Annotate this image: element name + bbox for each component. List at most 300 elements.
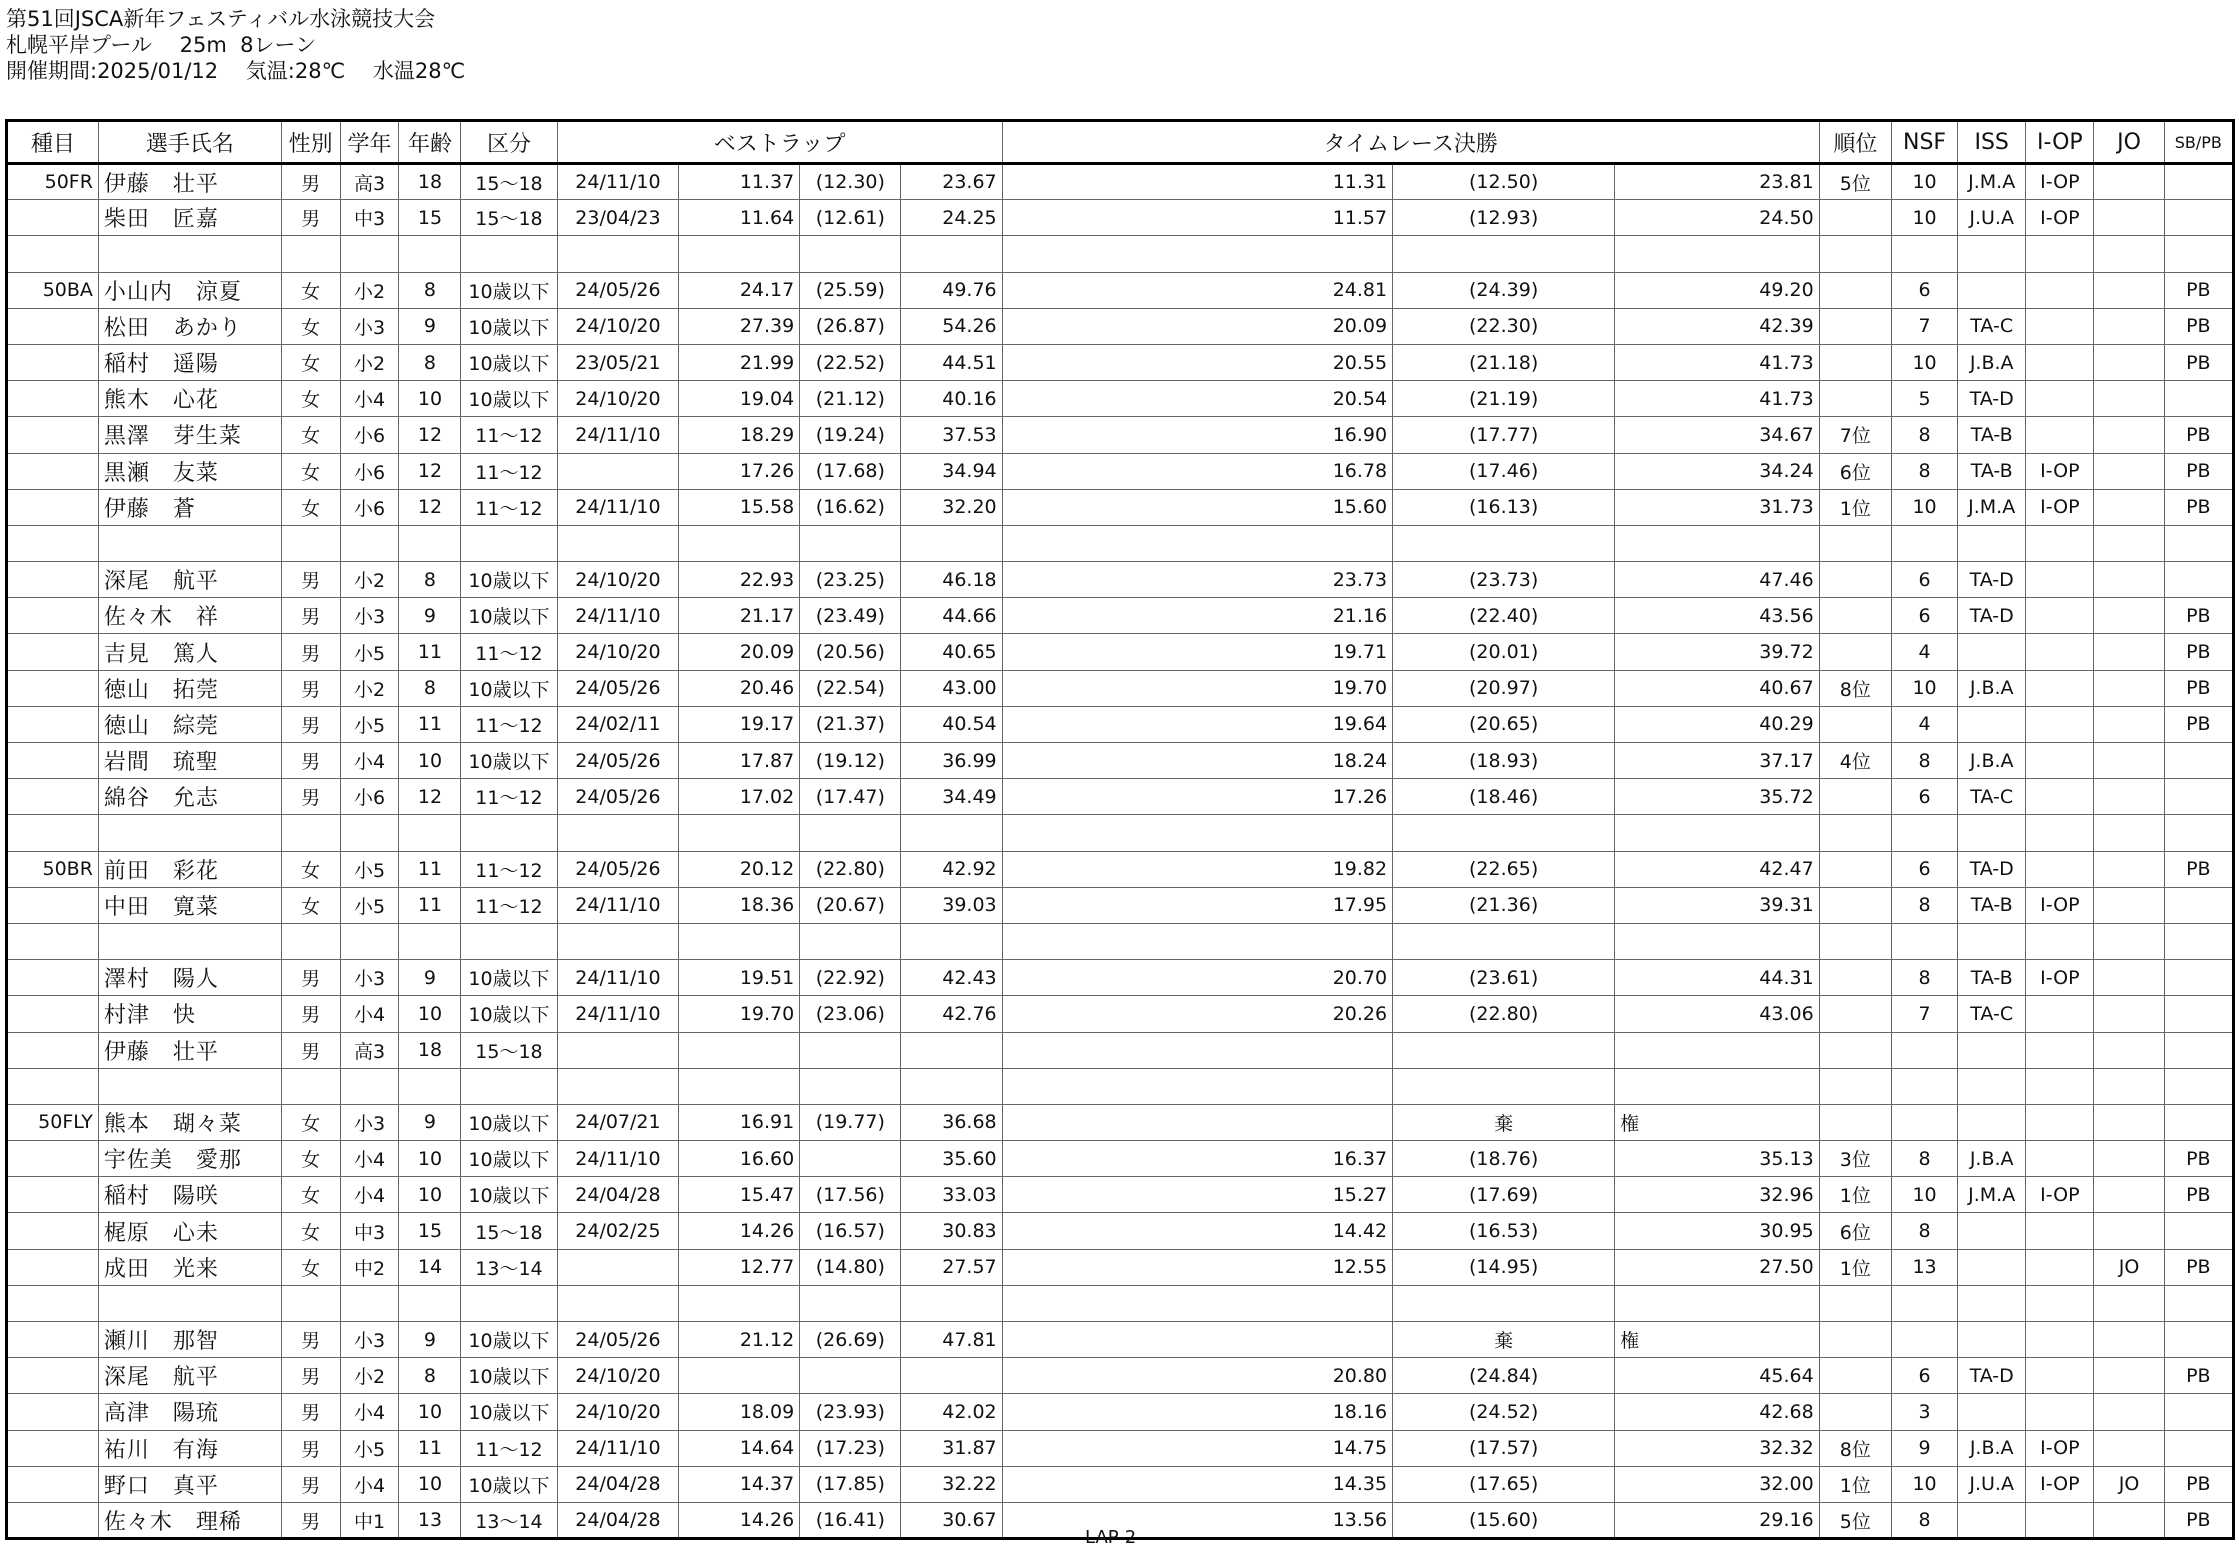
final-lap-cell: (22.40)	[1393, 598, 1615, 634]
final-lap-cell: (21.36)	[1393, 887, 1615, 923]
category-cell: 10歳以下	[461, 344, 557, 380]
event-cell: 50BR	[7, 851, 99, 887]
best-lap-cell	[800, 525, 901, 561]
final-lap-cell: (17.46)	[1393, 453, 1615, 489]
sex-cell: 女	[281, 308, 340, 344]
sex-cell: 女	[281, 417, 340, 453]
best-date-cell: 24/11/10	[557, 598, 679, 634]
final-split-cell: 23.73	[1002, 562, 1392, 598]
jo-cell	[2094, 887, 2164, 923]
table-row	[7, 851, 2234, 887]
date-line: 開催期間:2025/01/12 気温:28℃ 水温28℃	[6, 59, 466, 83]
event-cell	[7, 1502, 99, 1538]
age-cell	[399, 815, 461, 851]
nsf-cell: 10	[1892, 200, 1958, 236]
age-cell: 14	[399, 1249, 461, 1285]
best-date-cell: 24/04/28	[557, 1466, 679, 1502]
sbpb-cell	[2164, 887, 2233, 923]
rank-cell: 5位	[1819, 1502, 1891, 1538]
best-time-cell: 23.67	[901, 164, 1002, 200]
iop-cell: I-OP	[2026, 1430, 2094, 1466]
best-time-cell: 37.53	[901, 417, 1002, 453]
best-split-cell: 14.26	[679, 1502, 800, 1538]
iop-cell	[2026, 851, 2094, 887]
event-cell	[7, 1394, 99, 1430]
category-cell: 10歳以下	[461, 960, 557, 996]
final-lap-cell	[1393, 236, 1615, 272]
sbpb-cell	[2164, 996, 2233, 1032]
age-cell: 18	[399, 1032, 461, 1068]
best-lap-cell: (26.69)	[800, 1322, 901, 1358]
sbpb-cell: PB	[2164, 706, 2233, 742]
event-cell	[7, 1322, 99, 1358]
final-lap-cell: (24.84)	[1393, 1358, 1615, 1394]
best-split-cell: 22.93	[679, 562, 800, 598]
final-split-cell: 19.64	[1002, 706, 1392, 742]
grade-cell: 小6	[340, 453, 399, 489]
swimmer-name-cell: 小山内 涼夏	[98, 272, 281, 308]
table-row	[7, 525, 2234, 561]
header-event: 種目	[7, 121, 99, 164]
category-cell: 11～12	[461, 453, 557, 489]
iss-cell: TA-B	[1958, 417, 2026, 453]
iop-cell	[2026, 1104, 2094, 1140]
final-lap-cell: (17.69)	[1393, 1177, 1615, 1213]
final-lap-cell: (14.95)	[1393, 1249, 1615, 1285]
jo-cell	[2094, 164, 2164, 200]
age-cell	[399, 525, 461, 561]
iop-cell	[2026, 634, 2094, 670]
rank-cell	[1819, 887, 1891, 923]
sbpb-cell: PB	[2164, 1177, 2233, 1213]
sex-cell: 女	[281, 489, 340, 525]
iss-cell: TA-D	[1958, 381, 2026, 417]
category-cell	[461, 1285, 557, 1321]
grade-cell: 小3	[340, 960, 399, 996]
iop-cell	[2026, 996, 2094, 1032]
event-cell	[7, 1032, 99, 1068]
rank-cell	[1819, 996, 1891, 1032]
iss-cell	[1958, 1213, 2026, 1249]
best-lap-cell: (17.56)	[800, 1177, 901, 1213]
rank-cell	[1819, 1358, 1891, 1394]
nsf-cell: 10	[1892, 1177, 1958, 1213]
grade-cell: 小6	[340, 779, 399, 815]
final-split-cell: 18.16	[1002, 1394, 1392, 1430]
rank-cell	[1819, 1285, 1891, 1321]
rank-cell: 8位	[1819, 670, 1891, 706]
sex-cell: 男	[281, 1394, 340, 1430]
best-time-cell: 35.60	[901, 1141, 1002, 1177]
final-lap-cell: (18.76)	[1393, 1141, 1615, 1177]
best-lap-cell: (21.37)	[800, 706, 901, 742]
sbpb-cell	[2164, 1104, 2233, 1140]
age-cell: 10	[399, 1177, 461, 1213]
iss-cell: J.B.A	[1958, 344, 2026, 380]
category-cell: 10歳以下	[461, 996, 557, 1032]
final-split-cell: 20.70	[1002, 960, 1392, 996]
nsf-cell: 10	[1892, 344, 1958, 380]
best-split-cell	[679, 236, 800, 272]
category-cell: 13～14	[461, 1502, 557, 1538]
final-time-cell: 40.29	[1615, 706, 1820, 742]
iop-cell	[2026, 923, 2094, 959]
swimmer-name-cell: 稲村 遥陽	[98, 344, 281, 380]
final-time-cell: 32.00	[1615, 1466, 1820, 1502]
jo-cell	[2094, 308, 2164, 344]
category-cell: 11～12	[461, 706, 557, 742]
final-split-cell: 16.78	[1002, 453, 1392, 489]
sbpb-cell: PB	[2164, 1502, 2233, 1538]
best-time-cell: 42.43	[901, 960, 1002, 996]
best-split-cell: 11.37	[679, 164, 800, 200]
best-date-cell: 24/05/26	[557, 743, 679, 779]
sbpb-cell	[2164, 236, 2233, 272]
best-lap-cell: (20.56)	[800, 634, 901, 670]
event-cell	[7, 923, 99, 959]
nsf-cell	[1892, 1104, 1958, 1140]
table-row	[7, 1322, 2234, 1358]
sex-cell: 男	[281, 598, 340, 634]
sex-cell	[281, 1285, 340, 1321]
category-cell: 10歳以下	[461, 1322, 557, 1358]
age-cell: 9	[399, 960, 461, 996]
nsf-cell: 3	[1892, 1394, 1958, 1430]
table-row	[7, 706, 2234, 742]
sbpb-cell	[2164, 779, 2233, 815]
age-cell: 8	[399, 562, 461, 598]
final-lap-cell: (24.39)	[1393, 272, 1615, 308]
final-split-cell: 17.26	[1002, 779, 1392, 815]
sbpb-cell	[2164, 1430, 2233, 1466]
sbpb-cell: PB	[2164, 308, 2233, 344]
sex-cell: 男	[281, 1430, 340, 1466]
grade-cell: 小3	[340, 1104, 399, 1140]
iss-cell: J.M.A	[1958, 164, 2026, 200]
grade-cell: 小3	[340, 1322, 399, 1358]
sex-cell: 男	[281, 200, 340, 236]
grade-cell: 小5	[340, 887, 399, 923]
best-time-cell: 43.00	[901, 670, 1002, 706]
final-lap-cell: (20.01)	[1393, 634, 1615, 670]
sex-cell: 男	[281, 960, 340, 996]
best-split-cell	[679, 923, 800, 959]
swimmer-name-cell: 伊藤 蒼	[98, 489, 281, 525]
nsf-cell	[1892, 1322, 1958, 1358]
sbpb-cell	[2164, 1068, 2233, 1104]
event-cell	[7, 815, 99, 851]
grade-cell: 中2	[340, 1249, 399, 1285]
best-date-cell	[557, 815, 679, 851]
swimmer-name-cell: 徳山 拓莞	[98, 670, 281, 706]
final-time-cell: 43.06	[1615, 996, 1820, 1032]
final-split-cell: 19.70	[1002, 670, 1392, 706]
table-row	[7, 1466, 2234, 1502]
table-row	[7, 344, 2234, 380]
nsf-cell: 6	[1892, 1358, 1958, 1394]
best-split-cell	[679, 1068, 800, 1104]
nsf-cell: 10	[1892, 670, 1958, 706]
event-cell	[7, 308, 99, 344]
sbpb-cell	[2164, 1285, 2233, 1321]
iop-cell	[2026, 706, 2094, 742]
best-lap-cell	[800, 815, 901, 851]
best-date-cell	[557, 453, 679, 489]
sex-cell	[281, 1068, 340, 1104]
jo-cell	[2094, 1394, 2164, 1430]
nsf-cell: 6	[1892, 851, 1958, 887]
category-cell: 15～18	[461, 1213, 557, 1249]
table-row	[7, 562, 2234, 598]
header-final: タイムレース決勝	[1002, 121, 1819, 164]
final-lap-cell	[1393, 1068, 1615, 1104]
iop-cell	[2026, 381, 2094, 417]
sex-cell: 男	[281, 996, 340, 1032]
final-split-cell: 13.56	[1002, 1502, 1392, 1538]
table-header	[7, 121, 2234, 164]
rank-cell	[1819, 562, 1891, 598]
final-time-cell: 31.73	[1615, 489, 1820, 525]
final-time-cell: 29.16	[1615, 1502, 1820, 1538]
nsf-cell: 10	[1892, 164, 1958, 200]
final-split-cell: 20.55	[1002, 344, 1392, 380]
final-split-cell	[1002, 1322, 1392, 1358]
best-date-cell	[557, 236, 679, 272]
grade-cell: 小3	[340, 308, 399, 344]
best-date-cell: 24/02/25	[557, 1213, 679, 1249]
jo-cell	[2094, 851, 2164, 887]
age-cell: 8	[399, 272, 461, 308]
swimmer-name-cell: 中田 寛菜	[98, 887, 281, 923]
best-time-cell: 44.51	[901, 344, 1002, 380]
final-time-cell: 32.96	[1615, 1177, 1820, 1213]
best-lap-cell: (23.25)	[800, 562, 901, 598]
rank-cell	[1819, 851, 1891, 887]
sex-cell	[281, 236, 340, 272]
sbpb-cell	[2164, 381, 2233, 417]
grade-cell: 小4	[340, 1466, 399, 1502]
iss-cell: J.M.A	[1958, 1177, 2026, 1213]
category-cell: 11～12	[461, 1430, 557, 1466]
swimmer-name-cell: 祐川 有海	[98, 1430, 281, 1466]
swimmer-name-cell	[98, 1068, 281, 1104]
jo-cell	[2094, 1104, 2164, 1140]
iop-cell	[2026, 1068, 2094, 1104]
nsf-cell: 8	[1892, 1141, 1958, 1177]
final-time-cell: 34.67	[1615, 417, 1820, 453]
table-row	[7, 670, 2234, 706]
swimmer-name-cell: 稲村 陽咲	[98, 1177, 281, 1213]
best-lap-cell: (17.85)	[800, 1466, 901, 1502]
age-cell: 11	[399, 706, 461, 742]
table-row	[7, 923, 2234, 959]
jo-cell	[2094, 1430, 2164, 1466]
swimmer-name-cell: 宇佐美 愛那	[98, 1141, 281, 1177]
header-iop: I-OP	[2026, 121, 2094, 164]
best-split-cell: 24.17	[679, 272, 800, 308]
table-row	[7, 272, 2234, 308]
sex-cell: 女	[281, 1249, 340, 1285]
final-split-cell	[1002, 1068, 1392, 1104]
table-row	[7, 1358, 2234, 1394]
category-cell: 10歳以下	[461, 1394, 557, 1430]
category-cell	[461, 815, 557, 851]
jo-cell	[2094, 489, 2164, 525]
swimmer-name-cell: 梶原 心未	[98, 1213, 281, 1249]
swimmer-name-cell: 前田 彩花	[98, 851, 281, 887]
age-cell: 8	[399, 1358, 461, 1394]
final-split-cell: 16.37	[1002, 1141, 1392, 1177]
jo-cell	[2094, 1213, 2164, 1249]
rank-cell: 1位	[1819, 1249, 1891, 1285]
age-cell: 12	[399, 453, 461, 489]
sex-cell: 女	[281, 1104, 340, 1140]
best-lap-cell: (19.12)	[800, 743, 901, 779]
final-time-cell	[1615, 236, 1820, 272]
category-cell	[461, 525, 557, 561]
final-split-cell: 12.55	[1002, 1249, 1392, 1285]
best-lap-cell	[800, 1358, 901, 1394]
final-split-cell: 21.16	[1002, 598, 1392, 634]
age-cell: 11	[399, 851, 461, 887]
best-lap-cell: (22.92)	[800, 960, 901, 996]
iop-cell	[2026, 417, 2094, 453]
final-split-cell: 20.09	[1002, 308, 1392, 344]
final-time-cell	[1615, 1068, 1820, 1104]
final-split-cell	[1002, 525, 1392, 561]
swimmer-name-cell: 成田 光来	[98, 1249, 281, 1285]
age-cell: 10	[399, 1141, 461, 1177]
jo-cell	[2094, 344, 2164, 380]
event-cell	[7, 1430, 99, 1466]
final-lap-cell: 棄	[1393, 1322, 1615, 1358]
grade-cell: 中3	[340, 200, 399, 236]
best-split-cell	[679, 1285, 800, 1321]
best-date-cell	[557, 923, 679, 959]
best-split-cell: 18.36	[679, 887, 800, 923]
swimmer-name-cell: 松田 あかり	[98, 308, 281, 344]
best-date-cell: 24/11/10	[557, 887, 679, 923]
sbpb-cell: PB	[2164, 272, 2233, 308]
sbpb-cell: PB	[2164, 670, 2233, 706]
swimmer-name-cell: 黒瀬 友菜	[98, 453, 281, 489]
rank-cell: 1位	[1819, 1466, 1891, 1502]
best-time-cell: 34.49	[901, 779, 1002, 815]
grade-cell: 小3	[340, 598, 399, 634]
iop-cell	[2026, 815, 2094, 851]
sex-cell: 女	[281, 344, 340, 380]
jo-cell	[2094, 1032, 2164, 1068]
final-time-cell: 44.31	[1615, 960, 1820, 996]
swimmer-name-cell: 瀬川 那智	[98, 1322, 281, 1358]
category-cell: 11～12	[461, 417, 557, 453]
final-lap-cell: (20.65)	[1393, 706, 1615, 742]
table-row	[7, 489, 2234, 525]
best-lap-cell: (17.47)	[800, 779, 901, 815]
grade-cell: 小4	[340, 1394, 399, 1430]
final-split-cell	[1002, 923, 1392, 959]
iss-cell: J.B.A	[1958, 743, 2026, 779]
table-row	[7, 1032, 2234, 1068]
best-date-cell: 24/05/26	[557, 670, 679, 706]
sex-cell: 男	[281, 1032, 340, 1068]
final-lap-cell: (22.65)	[1393, 851, 1615, 887]
best-split-cell: 21.12	[679, 1322, 800, 1358]
category-cell: 15～18	[461, 200, 557, 236]
header-nsf: NSF	[1892, 121, 1958, 164]
best-split-cell: 11.64	[679, 200, 800, 236]
event-cell: 50BA	[7, 272, 99, 308]
best-lap-cell: (17.68)	[800, 453, 901, 489]
best-lap-cell: (19.77)	[800, 1104, 901, 1140]
best-lap-cell: (16.41)	[800, 1502, 901, 1538]
iss-cell: TA-D	[1958, 1358, 2026, 1394]
swimmer-name-cell: 柴田 匠嘉	[98, 200, 281, 236]
sbpb-cell	[2164, 1032, 2233, 1068]
age-cell: 13	[399, 1502, 461, 1538]
best-split-cell: 19.04	[679, 381, 800, 417]
best-date-cell	[557, 1032, 679, 1068]
final-time-cell	[1615, 815, 1820, 851]
best-lap-cell: (26.87)	[800, 308, 901, 344]
rank-cell	[1819, 344, 1891, 380]
best-date-cell: 24/11/10	[557, 1141, 679, 1177]
final-time-cell: 42.47	[1615, 851, 1820, 887]
best-split-cell: 21.99	[679, 344, 800, 380]
best-split-cell: 14.64	[679, 1430, 800, 1466]
sbpb-cell: PB	[2164, 598, 2233, 634]
final-lap-cell: (21.18)	[1393, 344, 1615, 380]
table-row	[7, 164, 2234, 200]
final-split-cell: 14.75	[1002, 1430, 1392, 1466]
swimmer-name-cell: 熊木 心花	[98, 381, 281, 417]
nsf-cell: 4	[1892, 706, 1958, 742]
final-time-cell: 40.67	[1615, 670, 1820, 706]
iss-cell	[1958, 1285, 2026, 1321]
category-cell: 11～12	[461, 887, 557, 923]
sex-cell: 女	[281, 1141, 340, 1177]
grade-cell: 小5	[340, 851, 399, 887]
best-time-cell: 31.87	[901, 1430, 1002, 1466]
iss-cell: TA-C	[1958, 779, 2026, 815]
header-grade: 学年	[340, 121, 399, 164]
age-cell: 12	[399, 489, 461, 525]
best-time-cell	[901, 1068, 1002, 1104]
iop-cell: I-OP	[2026, 200, 2094, 236]
jo-cell	[2094, 417, 2164, 453]
swimmer-name-cell	[98, 815, 281, 851]
category-cell: 10歳以下	[461, 562, 557, 598]
iop-cell	[2026, 779, 2094, 815]
swimmer-name-cell: 深尾 航平	[98, 562, 281, 598]
jo-cell	[2094, 996, 2164, 1032]
best-date-cell: 24/10/20	[557, 308, 679, 344]
sbpb-cell: PB	[2164, 851, 2233, 887]
category-cell: 10歳以下	[461, 1104, 557, 1140]
final-lap-cell: (17.65)	[1393, 1466, 1615, 1502]
iss-cell	[1958, 923, 2026, 959]
category-cell: 15～18	[461, 164, 557, 200]
rank-cell	[1819, 634, 1891, 670]
final-time-cell	[1615, 1032, 1820, 1068]
jo-cell	[2094, 1358, 2164, 1394]
best-date-cell: 24/11/10	[557, 960, 679, 996]
jo-cell	[2094, 815, 2164, 851]
iss-cell	[1958, 1032, 2026, 1068]
event-cell	[7, 417, 99, 453]
meet-title: 第51回JSCA新年フェスティバル水泳競技大会	[6, 7, 436, 31]
table-row	[7, 308, 2234, 344]
